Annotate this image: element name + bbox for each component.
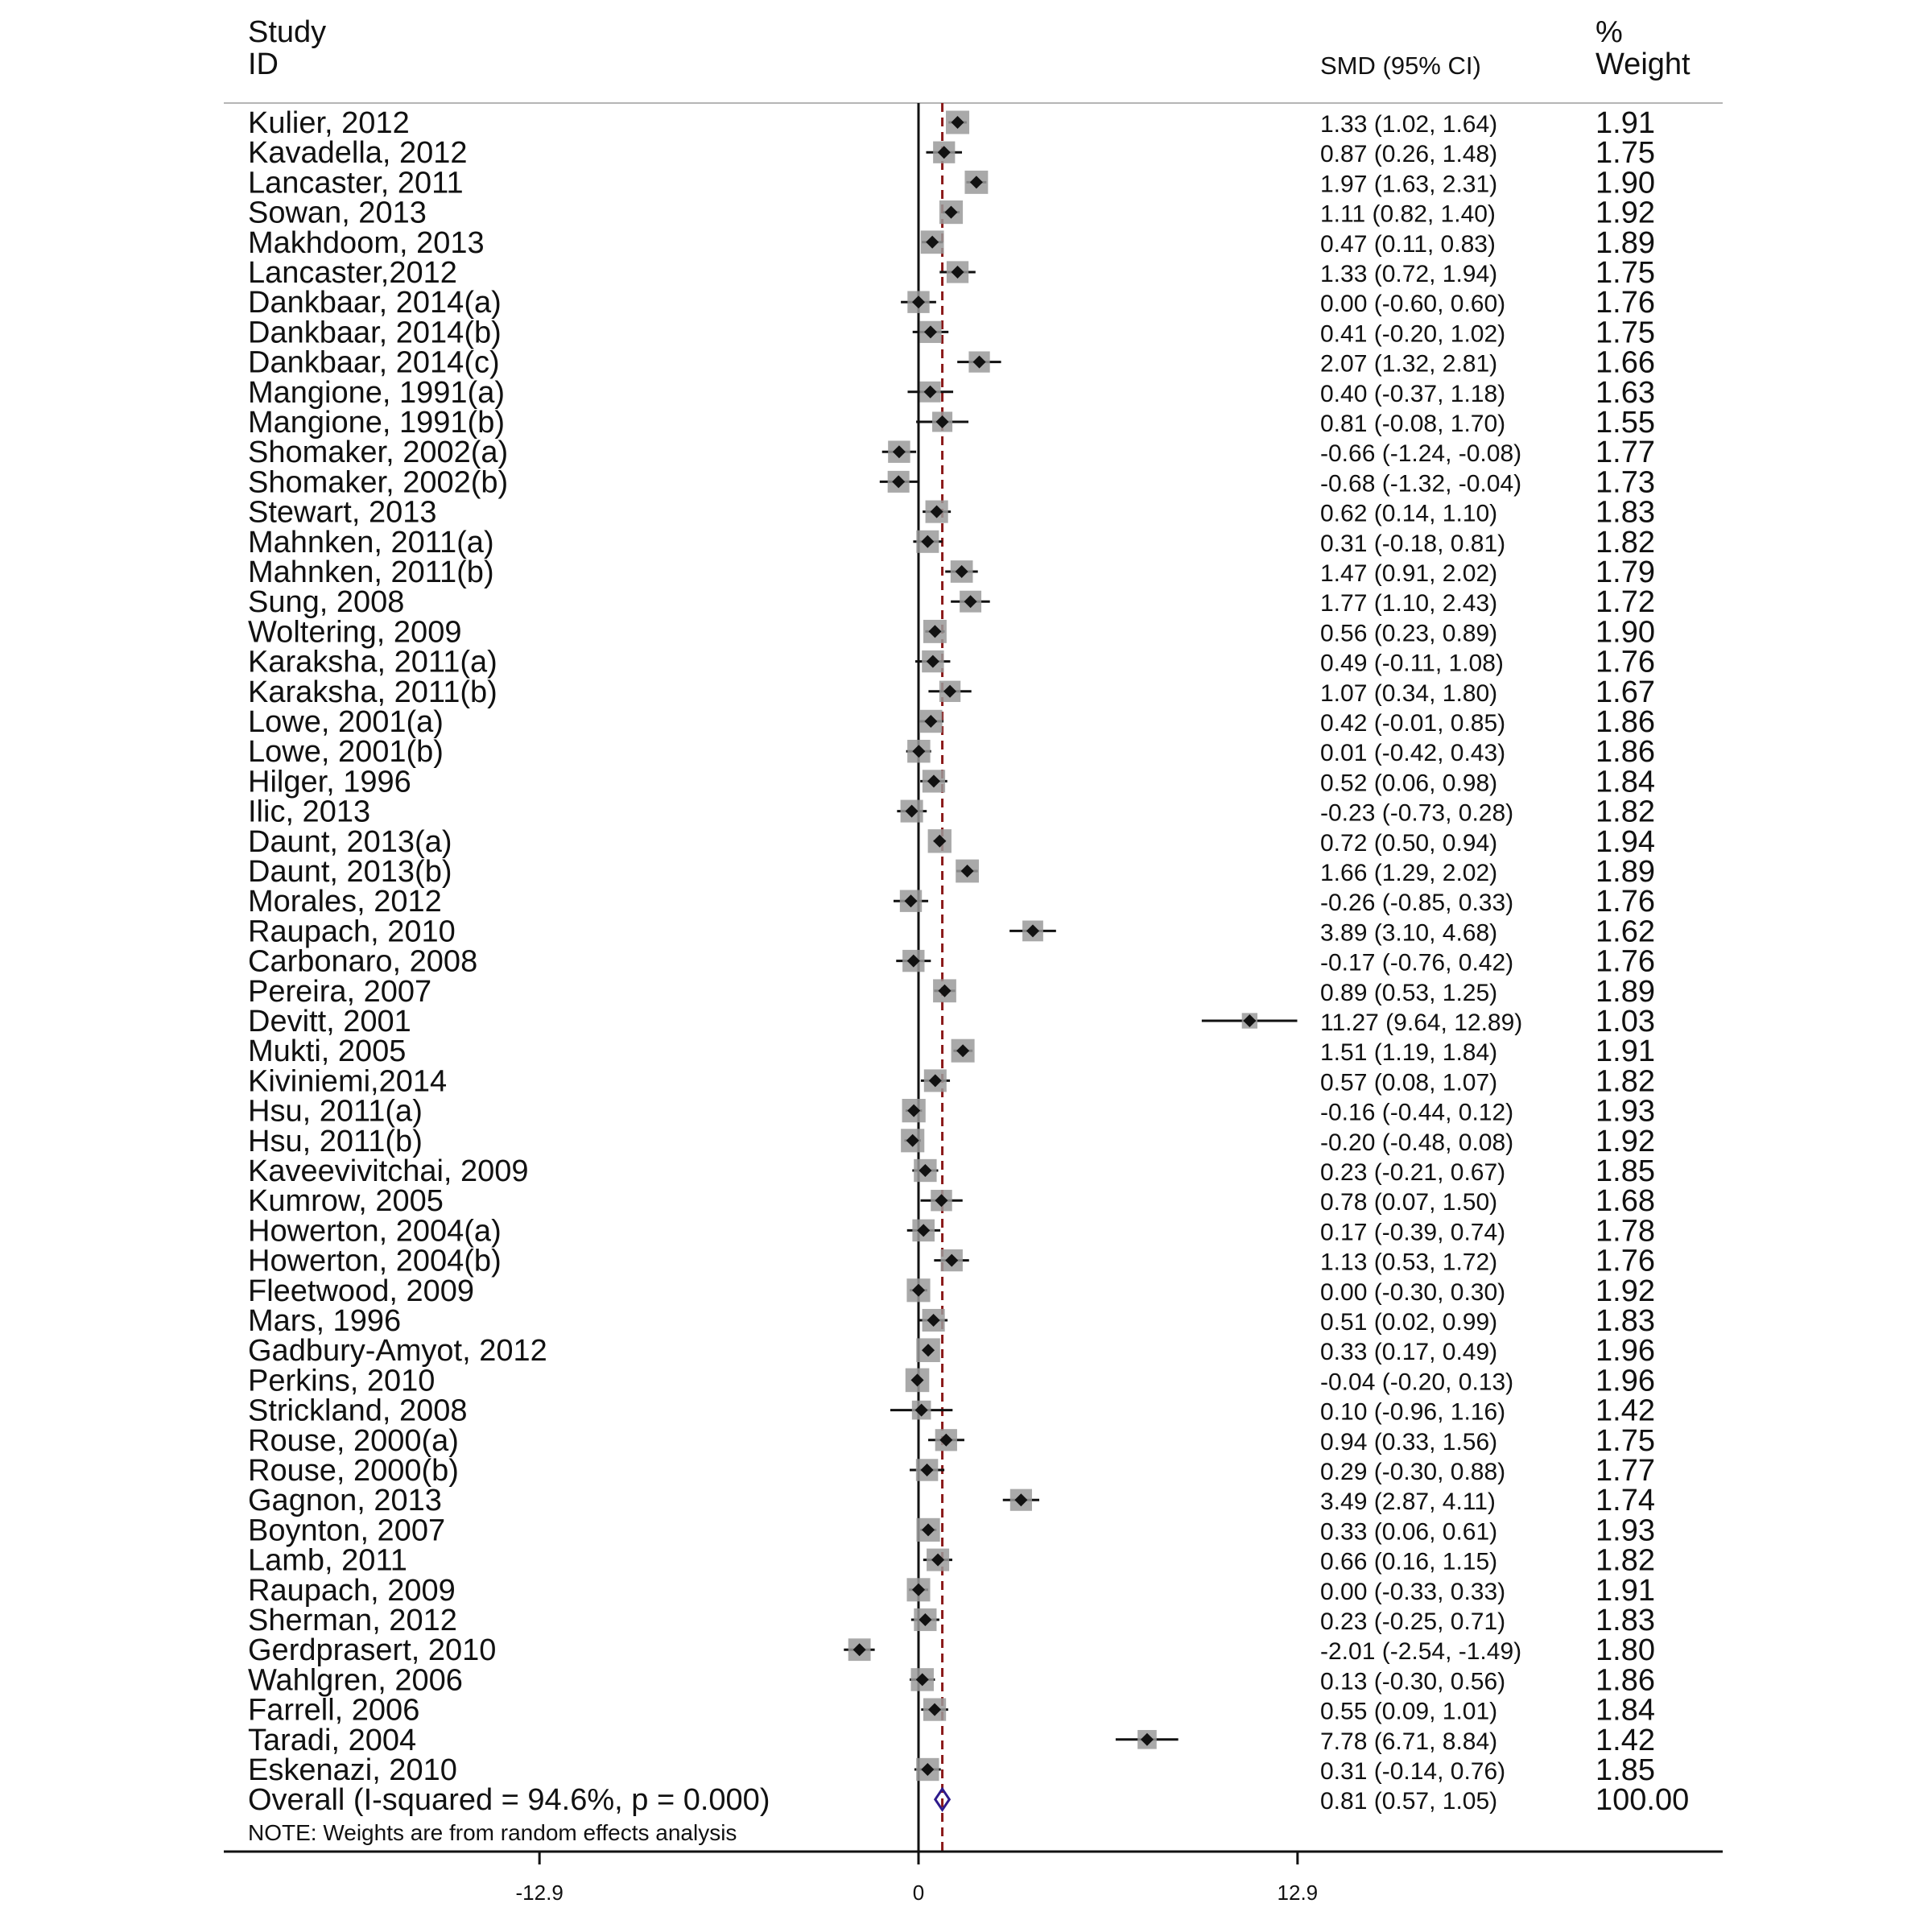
ci-text: -0.04 (-0.20, 0.13) (1320, 1369, 1514, 1396)
study-row (248, 256, 1655, 290)
study-row (248, 1274, 1655, 1308)
weight-value: 1.93 (1596, 1513, 1655, 1548)
weight-value: 1.74 (1596, 1484, 1655, 1518)
study-label: Howerton, 2004(a) (248, 1214, 502, 1249)
study-row (248, 436, 1655, 469)
weight-value: 1.66 (1596, 345, 1655, 380)
study-label: Taradi, 2004 (248, 1723, 417, 1757)
ci-text: 1.11 (0.82, 1.40) (1320, 200, 1496, 228)
study-row (248, 346, 1655, 380)
study-label: Mahnken, 2011(b) (248, 555, 494, 589)
weight-value: 1.92 (1596, 1274, 1655, 1308)
weight-value: 1.89 (1596, 225, 1655, 260)
weight-value: 1.96 (1596, 1334, 1655, 1369)
weight-value: 1.94 (1596, 824, 1655, 859)
ci-text: 0.33 (0.06, 0.61) (1320, 1518, 1498, 1546)
ci-text: 0.42 (-0.01, 0.85) (1320, 710, 1506, 737)
study-row (248, 136, 1655, 170)
study-label: Woltering, 2009 (248, 615, 462, 650)
weight-value: 1.82 (1596, 1064, 1655, 1099)
study-label: Raupach, 2009 (248, 1573, 456, 1608)
study-row (248, 1064, 1655, 1098)
study-label: Gerdprasert, 2010 (248, 1633, 497, 1668)
ci-text: 0.51 (0.02, 0.99) (1320, 1309, 1498, 1336)
overall-weight: 100.00 (1596, 1783, 1690, 1818)
ci-text: 1.13 (0.53, 1.72) (1320, 1249, 1498, 1276)
study-label: Stewart, 2013 (248, 495, 437, 530)
ci-text: 0.41 (-0.20, 1.02) (1320, 320, 1506, 348)
study-label: Sowan, 2013 (248, 196, 427, 230)
ci-text: 2.07 (1.32, 2.81) (1320, 350, 1498, 378)
ci-text: 11.27 (9.64, 12.89) (1320, 1010, 1523, 1036)
weight-value: 1.82 (1596, 525, 1655, 559)
ci-text: -0.66 (-1.24, -0.08) (1320, 440, 1522, 468)
weight-value: 1.76 (1596, 885, 1655, 919)
study-row (248, 1454, 1655, 1488)
study-label: Boynton, 2007 (248, 1513, 446, 1548)
ci-text: 0.72 (0.50, 0.94) (1320, 829, 1498, 857)
study-row (248, 1633, 1655, 1667)
ci-text: -2.01 (-2.54, -1.49) (1320, 1638, 1522, 1666)
ci-text: 1.77 (1.10, 2.43) (1320, 590, 1498, 617)
weight-value: 1.62 (1596, 915, 1655, 949)
weight-value: 1.76 (1596, 286, 1655, 320)
ci-text: 0.55 (0.09, 1.01) (1320, 1698, 1498, 1725)
study-label: Gagnon, 2013 (248, 1484, 442, 1518)
weight-value: 1.85 (1596, 1154, 1655, 1188)
weight-value: 1.76 (1596, 1244, 1655, 1278)
study-row (248, 1364, 1655, 1398)
study-row (248, 1663, 1655, 1697)
ci-text: 0.00 (-0.60, 0.60) (1320, 291, 1506, 318)
ci-text: 1.33 (0.72, 1.94) (1320, 261, 1498, 287)
study-row (248, 1154, 1655, 1188)
weight-value: 1.91 (1596, 1034, 1655, 1069)
overall-ci-text: 0.81 (0.57, 1.05) (1320, 1788, 1498, 1815)
study-row (248, 1184, 1655, 1218)
study-row (248, 825, 1655, 859)
ci-text: 1.33 (1.02, 1.64) (1320, 111, 1498, 138)
weight-value: 1.96 (1596, 1364, 1655, 1398)
weight-value: 1.90 (1596, 166, 1655, 200)
ci-text: 0.52 (0.06, 0.98) (1320, 770, 1498, 797)
study-label: Lowe, 2001(a) (248, 705, 444, 739)
ci-text: 0.31 (-0.18, 0.81) (1320, 530, 1506, 557)
weight-value: 1.91 (1596, 106, 1655, 140)
study-row (248, 795, 1655, 829)
study-row (248, 406, 1655, 440)
study-label: Strickland, 2008 (248, 1394, 468, 1428)
ci-text: 0.01 (-0.42, 0.43) (1320, 740, 1506, 767)
study-label: Carbonaro, 2008 (248, 944, 478, 979)
ci-text: 0.78 (0.07, 1.50) (1320, 1189, 1498, 1216)
weight-value: 1.72 (1596, 585, 1655, 620)
study-label: Karaksha, 2011(a) (248, 645, 497, 679)
ci-text: -0.16 (-0.44, 0.12) (1320, 1099, 1514, 1126)
ci-text: 0.23 (-0.21, 0.67) (1320, 1159, 1506, 1186)
weight-percent-header: % (1596, 15, 1623, 49)
study-row (248, 1574, 1655, 1608)
x-tick-label: 0 (912, 1881, 925, 1905)
x-tick-label: -12.9 (515, 1881, 564, 1905)
study-label: Lancaster,2012 (248, 256, 457, 290)
ci-text: 0.10 (-0.96, 1.16) (1320, 1398, 1506, 1426)
study-row (248, 885, 1655, 919)
ci-text: 0.29 (-0.30, 0.88) (1320, 1459, 1506, 1485)
weight-value: 1.75 (1596, 136, 1655, 171)
weight-value: 1.84 (1596, 765, 1655, 799)
ci-text: -0.68 (-1.32, -0.04) (1320, 470, 1522, 498)
study-label: Rouse, 2000(a) (248, 1423, 459, 1458)
study-label: Ilic, 2013 (248, 795, 371, 829)
weight-value: 1.91 (1596, 1573, 1655, 1608)
weight-value: 1.89 (1596, 855, 1655, 889)
study-row (248, 855, 1655, 889)
weight-value: 1.42 (1596, 1723, 1655, 1757)
study-row (248, 496, 1655, 530)
ci-text: 0.49 (-0.11, 1.08) (1320, 650, 1504, 677)
study-row (248, 106, 1655, 140)
weight-value: 1.42 (1596, 1394, 1655, 1428)
study-row (248, 1034, 1655, 1068)
study-label: Dankbaar, 2014(a) (248, 286, 502, 320)
study-row (248, 226, 1655, 260)
study-label: Daunt, 2013(a) (248, 824, 452, 859)
ci-text: 3.89 (3.10, 4.68) (1320, 919, 1498, 947)
weight-value: 1.90 (1596, 615, 1655, 650)
weight-value: 1.79 (1596, 555, 1655, 589)
study-label: Gadbury-Amyot, 2012 (248, 1334, 547, 1369)
study-label: Kulier, 2012 (248, 106, 410, 140)
x-axis (224, 1852, 1723, 1905)
weight-value: 1.86 (1596, 735, 1655, 770)
study-label: Lowe, 2001(b) (248, 735, 444, 770)
weight-value: 1.75 (1596, 1423, 1655, 1458)
study-row (248, 1424, 1655, 1458)
weight-value: 1.80 (1596, 1633, 1655, 1668)
weight-value: 1.68 (1596, 1184, 1655, 1219)
weight-value: 1.75 (1596, 316, 1655, 350)
ci-text: 1.07 (0.34, 1.80) (1320, 679, 1498, 707)
ci-text: 0.23 (-0.25, 0.71) (1320, 1608, 1506, 1635)
id-header: ID (248, 47, 279, 81)
study-label: Shomaker, 2002(b) (248, 465, 509, 500)
study-label: Wahlgren, 2006 (248, 1663, 463, 1698)
study-row (248, 1125, 1655, 1158)
study-row (248, 1604, 1655, 1637)
weight-value: 1.75 (1596, 256, 1655, 290)
weight-value: 1.77 (1596, 436, 1655, 470)
ci-text: 1.51 (1.19, 1.84) (1320, 1039, 1498, 1067)
ci-text: 0.81 (-0.08, 1.70) (1320, 411, 1506, 437)
study-label: Raupach, 2010 (248, 915, 456, 949)
study-row (248, 945, 1655, 979)
study-row (248, 1304, 1655, 1338)
study-label: Mars, 1996 (248, 1304, 402, 1338)
study-row (248, 316, 1655, 349)
ci-text: 7.78 (6.71, 8.84) (1320, 1728, 1498, 1755)
weight-value: 1.55 (1596, 406, 1655, 440)
ci-text: 0.89 (0.53, 1.25) (1320, 979, 1498, 1006)
ci-text: 0.87 (0.26, 1.48) (1320, 141, 1498, 168)
weight-value: 1.73 (1596, 465, 1655, 500)
x-tick-label: 12.9 (1277, 1881, 1319, 1905)
weights-note: NOTE: Weights are from random effects analysis (248, 1820, 737, 1845)
weight-value: 1.86 (1596, 1663, 1655, 1698)
study-label: Lancaster, 2011 (248, 166, 464, 200)
study-row (248, 1694, 1655, 1728)
ci-text: 3.49 (2.87, 4.11) (1320, 1489, 1496, 1516)
study-row (248, 1245, 1655, 1278)
ci-text: 0.57 (0.08, 1.07) (1320, 1069, 1498, 1096)
study-label: Mangione, 1991(a) (248, 375, 505, 410)
study-row (248, 915, 1655, 948)
study-row (248, 1724, 1655, 1757)
study-label: Sherman, 2012 (248, 1604, 457, 1637)
study-label: Devitt, 2001 (248, 1005, 411, 1038)
study-label: Shomaker, 2002(a) (248, 436, 509, 470)
ci-text: 1.97 (1.63, 2.31) (1320, 171, 1498, 198)
weight-value: 1.67 (1596, 675, 1655, 709)
ci-text: 0.40 (-0.37, 1.18) (1320, 380, 1506, 407)
overall-label: Overall (I-squared = 94.6%, p = 0.000) (248, 1783, 770, 1818)
ci-text: -0.20 (-0.48, 0.08) (1320, 1129, 1514, 1156)
weight-value: 1.77 (1596, 1454, 1655, 1488)
study-label: Mahnken, 2011(a) (248, 525, 494, 559)
weight-value: 1.93 (1596, 1094, 1655, 1129)
study-row (248, 705, 1655, 739)
weight-value: 1.63 (1596, 375, 1655, 410)
study-label: Lamb, 2011 (248, 1543, 407, 1578)
study-row (248, 1095, 1655, 1129)
weight-value: 1.83 (1596, 495, 1655, 530)
study-row (248, 1005, 1655, 1038)
study-label: Karaksha, 2011(b) (248, 675, 497, 709)
study-row (248, 735, 1655, 769)
study-label: Sung, 2008 (248, 585, 405, 620)
ci-text: -0.26 (-0.85, 0.33) (1320, 890, 1514, 917)
study-label: Perkins, 2010 (248, 1364, 436, 1398)
study-label: Mukti, 2005 (248, 1034, 407, 1069)
study-label: Kiviniemi,2014 (248, 1064, 448, 1099)
study-label: Kumrow, 2005 (248, 1184, 444, 1219)
study-label: Makhdoom, 2013 (248, 225, 485, 260)
study-row (248, 286, 1655, 320)
study-row (248, 1394, 1655, 1428)
study-label: Mangione, 1991(b) (248, 406, 505, 440)
weight-value: 1.83 (1596, 1604, 1655, 1637)
study-row (248, 765, 1655, 799)
study-label: Morales, 2012 (248, 885, 442, 919)
ci-text: 0.47 (0.11, 0.83) (1320, 230, 1496, 258)
weight-header: Weight (1596, 47, 1690, 81)
study-label: Pereira, 2007 (248, 974, 432, 1009)
weight-value: 1.82 (1596, 795, 1655, 829)
study-label: Hsu, 2011(b) (248, 1124, 423, 1158)
study-label: Howerton, 2004(b) (248, 1244, 502, 1278)
study-rows (248, 106, 1655, 1787)
study-row (248, 196, 1655, 230)
weight-value: 1.76 (1596, 944, 1655, 979)
ci-text: 0.62 (0.14, 1.10) (1320, 500, 1498, 527)
weight-value: 1.83 (1596, 1304, 1655, 1338)
weight-value: 1.76 (1596, 645, 1655, 679)
study-row (248, 1214, 1655, 1248)
study-row (248, 465, 1655, 499)
weight-value: 1.78 (1596, 1214, 1655, 1249)
study-label: Rouse, 2000(b) (248, 1454, 459, 1488)
ci-text: 0.13 (-0.30, 0.56) (1320, 1668, 1506, 1695)
ci-text: 1.47 (0.91, 2.02) (1320, 560, 1498, 587)
study-row (248, 555, 1655, 589)
study-row (248, 376, 1655, 410)
study-row (248, 675, 1655, 709)
study-label: Farrell, 2006 (248, 1693, 420, 1728)
ci-text: 0.00 (-0.33, 0.33) (1320, 1578, 1506, 1605)
study-label: Kaveevivitchai, 2009 (248, 1154, 529, 1188)
study-label: Daunt, 2013(b) (248, 855, 452, 889)
ci-text: 0.17 (-0.39, 0.74) (1320, 1219, 1506, 1246)
weight-value: 1.92 (1596, 196, 1655, 230)
study-row (248, 526, 1655, 559)
study-row (248, 1513, 1655, 1547)
study-row (248, 166, 1655, 200)
weight-value: 1.89 (1596, 974, 1655, 1009)
weight-value: 1.92 (1596, 1124, 1655, 1158)
study-header: Study (248, 15, 327, 49)
weight-value: 1.85 (1596, 1753, 1655, 1787)
study-row (248, 1484, 1655, 1517)
study-label: Dankbaar, 2014(b) (248, 316, 502, 350)
ci-text: 0.94 (0.33, 1.56) (1320, 1428, 1498, 1455)
ci-text: -0.23 (-0.73, 0.28) (1320, 799, 1514, 827)
study-label: Fleetwood, 2009 (248, 1274, 474, 1308)
weight-value: 1.84 (1596, 1693, 1655, 1728)
study-row (248, 585, 1655, 619)
study-label: Eskenazi, 2010 (248, 1753, 457, 1787)
study-label: Hilger, 1996 (248, 765, 411, 799)
study-row (248, 1334, 1655, 1368)
ci-text: 0.33 (0.17, 0.49) (1320, 1339, 1498, 1366)
ci-text: 1.66 (1.29, 2.02) (1320, 860, 1498, 886)
ci-text: 0.56 (0.23, 0.89) (1320, 620, 1498, 647)
ci-text: -0.17 (-0.76, 0.42) (1320, 949, 1514, 977)
study-row (248, 975, 1655, 1009)
effect-header: SMD (95% CI) (1320, 52, 1481, 80)
weight-value: 1.86 (1596, 705, 1655, 739)
study-row (248, 1544, 1655, 1578)
weight-value: 1.82 (1596, 1543, 1655, 1578)
ci-text: 0.31 (-0.14, 0.76) (1320, 1758, 1506, 1785)
study-row (248, 646, 1655, 679)
ci-text: 0.66 (0.16, 1.15) (1320, 1548, 1498, 1575)
study-label: Kavadella, 2012 (248, 136, 468, 171)
study-row (248, 1753, 1655, 1787)
study-label: Dankbaar, 2014(c) (248, 345, 500, 380)
ci-text: 0.00 (-0.30, 0.30) (1320, 1278, 1506, 1306)
study-label: Hsu, 2011(a) (248, 1094, 423, 1129)
study-row (248, 615, 1655, 649)
weight-value: 1.03 (1596, 1005, 1655, 1038)
